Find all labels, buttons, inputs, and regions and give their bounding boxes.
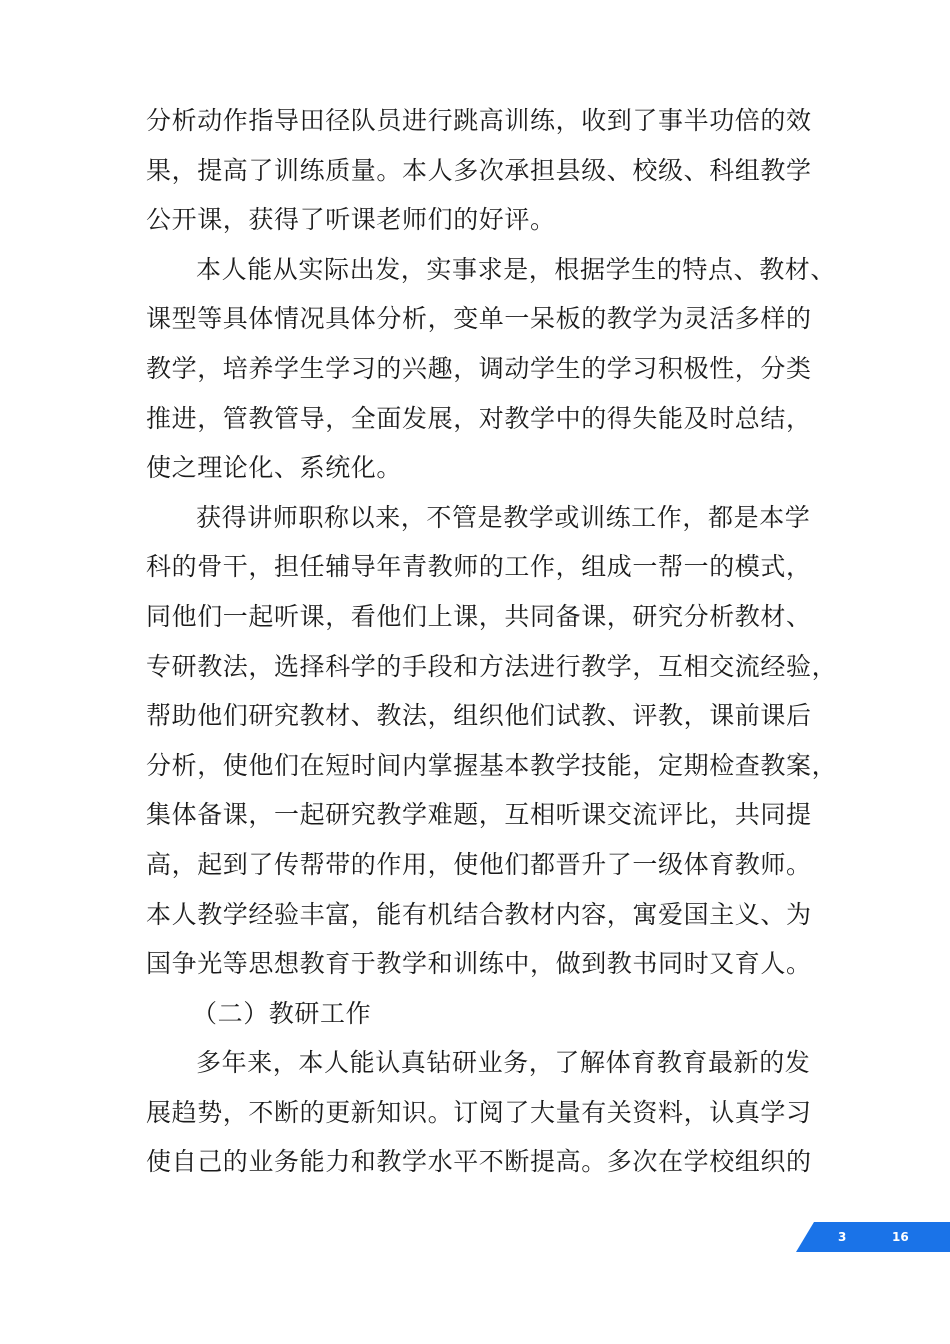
paragraph-start-line: 本人能从实际出发，实事求是，根据学生的特点、教材、 <box>196 254 837 284</box>
text-line: 课型等具体情况具体分析，变单一呆板的教学为灵活多样的 <box>146 304 812 334</box>
text-line: 专研教法，选择科学的手段和方法进行教学，互相交流经验， <box>146 651 838 681</box>
text-line: 科的骨干，担任辅导年青教师的工作，组成一帮一的模式， <box>146 552 812 582</box>
paragraph-start-line: 获得讲师职称以来，不管是教学或训练工作，都是本学 <box>196 502 811 532</box>
page-bar-background <box>796 1222 950 1252</box>
text-line: 本人教学经验丰富，能有机结合教材内容，寓爱国主义、为 <box>146 899 812 929</box>
text-line: 分析，使他们在短时间内掌握基本教学技能，定期检查教案， <box>146 750 838 780</box>
document-body <box>146 96 838 1187</box>
section-heading: （二）教研工作 <box>192 998 372 1028</box>
text-line: 展趋势，不断的更新知识。订阅了大量有关资料，认真学习 <box>146 1097 812 1127</box>
current-page-number: 3 <box>838 1230 847 1244</box>
text-line: 果，提高了训练质量。本人多次承担县级、校级、科组教学 <box>146 155 812 185</box>
page-number-bar <box>796 1222 950 1252</box>
text-line: 分析动作指导田径队员进行跳高训练，收到了事半功倍的效 <box>146 106 812 135</box>
text-line: 推进，管教管导，全面发展，对教学中的得失能及时总结， <box>146 403 812 433</box>
total-pages-number: 16 <box>892 1230 909 1244</box>
text-line: 同他们一起听课，看他们上课，共同备课，研究分析教材、 <box>146 601 812 631</box>
paragraph-start-line: 多年来，本人能认真钻研业务，了解体育教育最新的发 <box>196 1048 811 1078</box>
text-line: 使之理论化、系统化。 <box>146 453 403 483</box>
text-line: 集体备课，一起研究教学难题，互相听课交流评比，共同提 <box>146 800 812 830</box>
text-line: 高，起到了传帮带的作用，使他们都晋升了一级体育教师。 <box>146 849 812 879</box>
text-line: 教学，培养学生学习的兴趣，调动学生的学习积极性，分类 <box>146 353 812 383</box>
text-line: 使自己的业务能力和教学水平不断提高。多次在学校组织的 <box>146 1147 812 1177</box>
text-line: 帮助他们研究教材、教法，组织他们试教、评教，课前课后 <box>146 701 812 731</box>
text-line: 国争光等思想教育于教学和训练中，做到教书同时又育人。 <box>146 949 812 979</box>
text-line: 公开课，获得了听课老师们的好评。 <box>146 205 556 235</box>
